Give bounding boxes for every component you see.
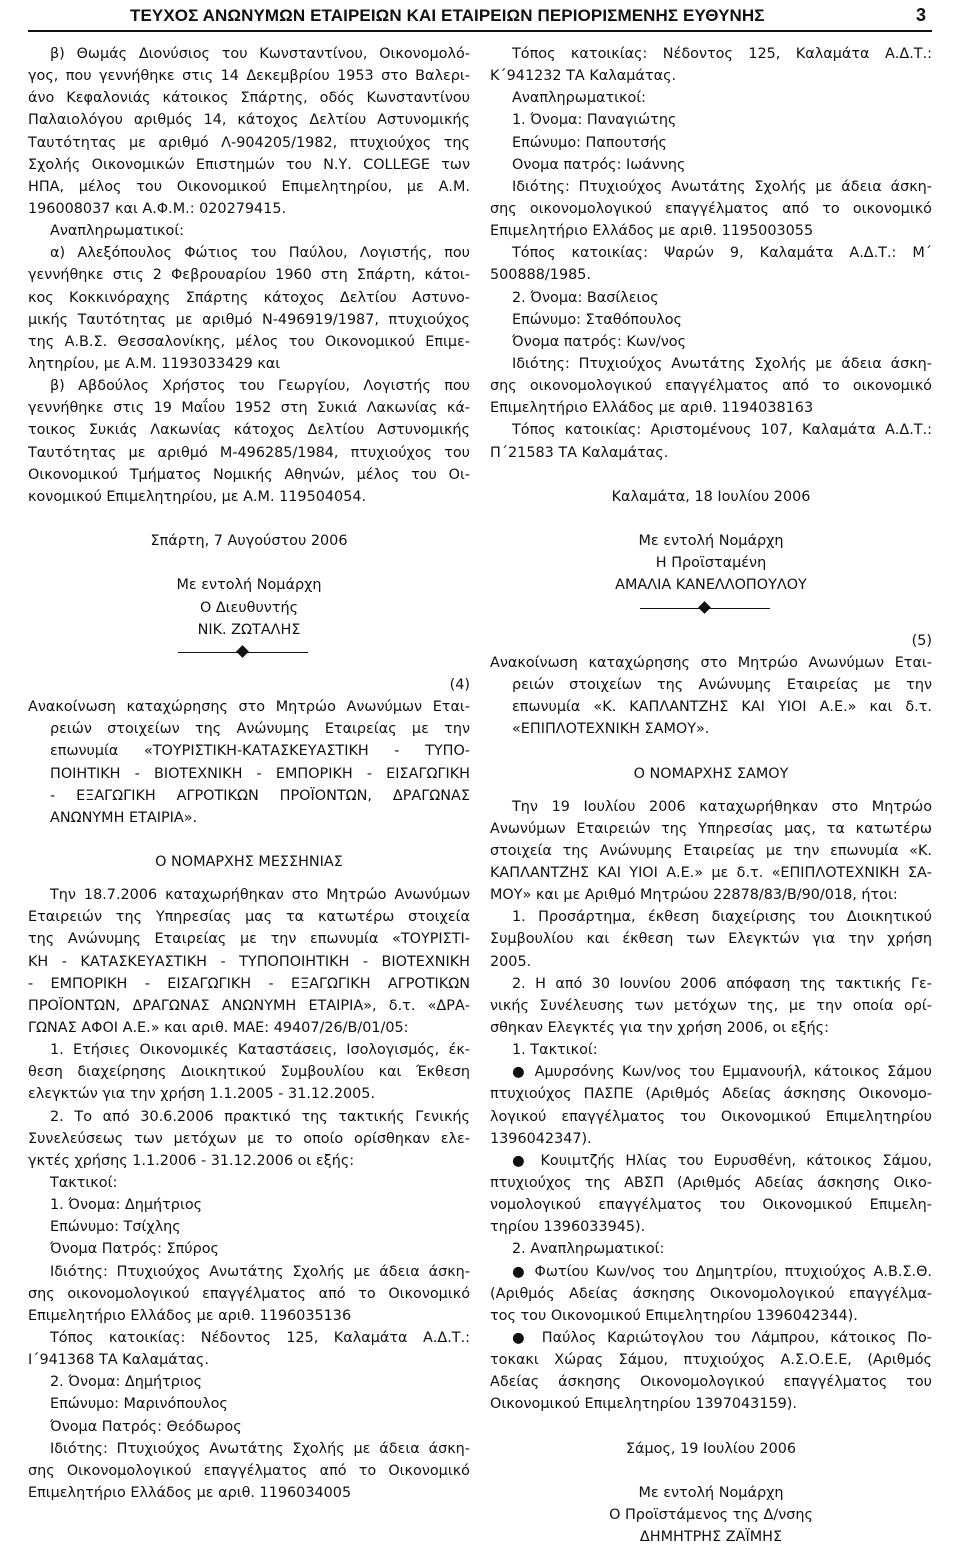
text-line: ● Παύλος Καριώτογλου του Λάμπρου, κάτοικος Πο- xyxy=(512,1330,932,1347)
text-line: (4) xyxy=(449,676,470,693)
right-column xyxy=(490,43,932,1548)
section-separator xyxy=(490,597,932,619)
text-line: Συμβουλίου και έκθεση των Ελεγκτών για την χρήση xyxy=(490,931,932,948)
text-line: Με εντολή Νομάρχη xyxy=(638,1485,784,1501)
text-line: Οικονομικού Τμήματος Νομικής Αθηνών, μέλος του Οι- xyxy=(28,466,470,483)
text-line: Ιδιότης: Πτυχιούχος Ανωτάτης Σχολής με άδεια άσκη- xyxy=(50,1440,470,1457)
text-line: Κ΄941232 ΤΑ Καλαμάτας. xyxy=(490,68,677,85)
spacer xyxy=(28,552,470,574)
text-line: της Α.Β.Σ. Θεσσαλονίκης, μέλος του Οικονομικού Επιμε- xyxy=(28,333,470,350)
text-line: Επώνυμο: Σταθόπουλος xyxy=(512,311,682,328)
text-line: Αδείας άσκησης Οικονομολογικού επαγγέλματος του xyxy=(490,1374,932,1391)
text-line: β) Θωμάς Διονύσιος του Κωνσταντίνου, Οικονομολό- xyxy=(50,46,470,62)
left-column xyxy=(28,43,470,1504)
text-line: ΚΑΠΛΑΝΤΖΗΣ ΚΑΙ ΥΙΟΙ Α.Ε.» με δ.τ. «ΕΠΙΠΛΟΤΕΧΝΙΚΗ ΣΑ- xyxy=(490,865,932,882)
text-line: λογικού επαγγέλματος του Οικονομικού Επιμελητηρίου xyxy=(490,1108,932,1125)
spacer xyxy=(490,785,932,796)
text-line: νικής Συνέλευσης των μετόχων της, με την οποία ορί- xyxy=(490,997,932,1014)
text-line: ● Αμυρσόνης Κων/νος του Εμμανουήλ, κάτοικος Σάμου xyxy=(512,1064,932,1081)
text-line: (5) xyxy=(911,632,932,649)
spacer xyxy=(28,873,470,884)
text-line: 2005. xyxy=(490,953,532,970)
text-line: 2. Αναπληρωματικοί: xyxy=(512,1241,665,1258)
text-line: Οικονομικού Επιμελητηρίου 1397043159). xyxy=(490,1396,797,1413)
text-line: Παλαιολόγου αριθμός 14, κάτοχος Δελτίου Αστυνομικής xyxy=(28,112,470,129)
text-line: ελεγκτών για την χρήση 1.1.2005 - 31.12.2005. xyxy=(28,1086,376,1103)
text-line: ΗΠΑ, μέλος του Οικονομικού Επιμελητηρίου, με Α.Μ. xyxy=(28,178,470,195)
text-line: ρειών στοιχείων της Ανώνυμης Εταιρείας με την xyxy=(50,721,470,738)
spacer xyxy=(28,508,470,530)
spacer xyxy=(28,663,470,674)
text-line: ΓΩΝΑΣ ΑΦΟΙ Α.Ε.» και αριθ. ΜΑΕ: 49407/26/Β/01/05: xyxy=(28,1020,409,1037)
text-line: νομολογικού επαγγέλματος του Οικονομικού Επιμελη- xyxy=(490,1197,932,1214)
text-line: ΝΙΚ. ΖΩΤΑΛΗΣ xyxy=(197,621,301,638)
text-line: Τακτικοί: xyxy=(50,1175,118,1192)
text-line: λητηρίου, με Α.Μ. 1193033429 και xyxy=(28,355,281,372)
text-line: 2. Όνομα: Βασίλειος xyxy=(512,289,659,306)
text-line: Ταυτότητας με αριθμό Μ-496285/1984, πτυχιούχος του xyxy=(28,444,470,461)
text-line: σης Οικονομολογικού επαγγέλματος από το Οικονομικό xyxy=(28,1462,470,1479)
text-line: Επώνυμο: Παπουτσής xyxy=(512,134,668,151)
text-line: Ανακοίνωση καταχώρησης στο Μητρώο Ανωνύμων Εται- xyxy=(490,654,932,671)
spacer xyxy=(490,740,932,762)
text-line: κονομικού Επιμελητηρίου, με Α.Μ. 119504054. xyxy=(28,488,367,505)
text-line: θεση διαχείρησης Διοικητικού Συμβουλίου και Έκθεση xyxy=(28,1064,470,1081)
text-line: ΑΝΩΝΥΜΗ ΕΤΑΙΡΙΑ». xyxy=(50,809,198,826)
text-line: Με εντολή Νομάρχη xyxy=(176,577,322,594)
page-header xyxy=(28,0,932,30)
text-line: 196008037 και Α.Φ.Μ.: 020279415. xyxy=(28,200,287,217)
header-rule xyxy=(28,30,932,32)
text-line: επωνυμία «ΤΟΥΡΙΣΤΙΚΗ-ΚΑΤΑΣΚΕΥΑΣΤΙΚΗ - ΤΥΠΟ- xyxy=(50,743,470,760)
text-line: Την 19 Ιουλίου 2006 καταχωρήθηκαν στο Μητρώο xyxy=(512,798,932,815)
text-line: ΠΡΟΪΟΝΤΩΝ, ΔΡΑΓΩΝΑΣ ΑΝΩΝΥΜΗ ΕΤΑΙΡΙΑ», δ.τ. «ΔΡΑ- xyxy=(28,997,470,1014)
section-separator xyxy=(28,641,470,663)
text-line: σης οικονομολογικού επαγγέλματος από το οικονομικό xyxy=(490,200,932,217)
text-line: γεννήθηκε στις 19 Μαΐου 1952 στη Συκιά Λακωνίας κά- xyxy=(28,400,470,417)
text-line: γος, που γεννήθηκε στις 14 Δεκεμβρίου 1953 στο Βαλερι- xyxy=(28,68,470,85)
text-line: ΚΗ - ΚΑΤΑΣΚΕΥΑΣΤΙΚΗ - ΤΥΠΟΠΟΙΗΤΙΚΗ - ΒΙΟΤΕΧΝΙΚΗ xyxy=(28,953,470,970)
text-line: Σπάρτη, 7 Αυγούστου 2006 xyxy=(150,533,348,550)
text-line: 2. Το από 30.6.2006 πρακτικό της τακτικής Γενικής xyxy=(50,1108,470,1125)
text-line: Επιμελητήριο Ελλάδος με αριθ. 1196034005 xyxy=(28,1485,352,1501)
text-line: άνο Κεφαλονιάς κάτοικος Σπάρτης, οδός Κωνσταντίνου xyxy=(28,90,470,107)
text-line: Ιδιότης: Πτυχιούχος Ανωτάτης Σχολής με άδεια άσκη- xyxy=(50,1263,470,1280)
text-line: 1. Ετήσιες Οικονομικές Καταστάσεις, Ισολογισμός, έκ- xyxy=(50,1042,470,1059)
text-line: ● Κουιμτζής Ηλίας του Ευρυσθένη, κάτοικος Σάμου, xyxy=(512,1152,932,1169)
text-line: ρειών στοιχείων της Ανώνυμης Εταιρείας με την xyxy=(512,676,932,693)
text-line: Εταιρειών της Υπηρεσίας μας τα κατωτέρω στοιχεία xyxy=(28,909,470,926)
text-line: (Αριθμός Αδείας άσκησης Οικονομολογικού επαγγέλμα- xyxy=(490,1285,932,1302)
text-line: Όνομα Πατρός: Θεόδωρος xyxy=(50,1418,242,1435)
text-line: α) Αλεξόπουλος Φώτιος του Παύλου, Λογιστής, που xyxy=(50,245,470,262)
text-line: Αναπληρωματικοί: xyxy=(512,90,647,107)
text-line: της Ανώνυμης Εταιρείας με την επωνυμία «ΤΟΥΡΙΣΤΙ- xyxy=(28,931,470,948)
text-line: Ιδιότης: Πτυχιούχος Ανωτάτης Σχολής με άδεια άσκη- xyxy=(512,178,932,195)
text-line: Σάμος, 19 Ιουλίου 2006 xyxy=(625,1440,797,1457)
spacer xyxy=(490,464,932,486)
text-line: ΠΟΙΗΤΙΚΗ - ΒΙΟΤΕΧΝΙΚΗ - ΕΜΠΟΡΙΚΗ - ΕΙΣΑΓΩΓΙΚΗ xyxy=(50,765,470,782)
text-line: τοικος Συκιάς Λακωνίας κάτοχος Δελτίου Αστυνομικής xyxy=(28,422,470,439)
text-line: Τόπος κατοικίας: Ψαρών 9, Καλαμάτα Α.Δ.Τ.: Μ΄ xyxy=(512,245,932,262)
text-line: Η Προϊσταμένη xyxy=(655,555,767,572)
text-line: Αναπληρωματικοί: xyxy=(50,223,185,240)
text-line: Όνομα πατρός: Κων/νος xyxy=(512,333,687,350)
text-line: Ιδιότης: Πτυχιούχος Ανωτάτης Σχολής με άδεια άσκη- xyxy=(512,355,932,372)
text-line: Ο Διευθυντής xyxy=(199,599,299,616)
text-line: σης οικονομολογικού επαγγέλματος από το Οικονομικό xyxy=(28,1285,470,1302)
text-line: β) Αβδούλος Χρήστος του Γεωργίου, Λογιστής που xyxy=(50,378,470,395)
text-line: «ΕΠΙΠΛΟΤΕΧΝΙΚΗ ΣΑΜΟΥ». xyxy=(512,721,710,738)
text-line: 2. Όνομα: Δημήτριος xyxy=(50,1374,203,1391)
text-line: σθηκαν Ελεγκτές για την χρήση 2006, οι εξής: xyxy=(490,1020,829,1037)
text-line: Ταυτότητας με αριθμό Λ-904205/1982, πτυχιούχος της xyxy=(28,134,470,151)
text-line: τος του Οικονομικού Επιμελητηρίου 1396042344). xyxy=(490,1307,858,1324)
spacer xyxy=(490,1416,932,1438)
text-line: γκτές χρήσης 1.1.2006 - 31.12.2006 οι εξής: xyxy=(28,1152,355,1169)
text-line: ΔΗΜΗΤΡΗΣ ΖΑΪΜΗΣ xyxy=(639,1529,783,1546)
text-line: Συνελεύσεως των μετόχων με το οποίο ορίσθηκαν ελε- xyxy=(28,1130,470,1147)
text-line: επωνυμία «Κ. ΚΑΠΛΑΝΤΖΗΣ ΚΑΙ ΥΙΟΙ Α.Ε.» και δ.τ. xyxy=(512,699,932,716)
text-line: 500888/1985. xyxy=(490,267,591,284)
text-line: Όνομα Πατρός: Σπύρος xyxy=(50,1241,219,1258)
text-line: 1. Προσάρτημα, έκθεση διαχείρισης του Διοικητικού xyxy=(512,909,932,926)
text-line: Επιμελητήριο Ελλάδος με αριθ. 1196035136 xyxy=(28,1307,352,1324)
spacer xyxy=(28,829,470,851)
text-line: Ο Προϊστάμενος της Δ/νσης xyxy=(609,1507,813,1524)
text-line: 2. Η από 30 Ιουνίου 2006 απόφαση της τακτικής Γε- xyxy=(512,975,932,992)
text-line: κος Κοκκινόραχης Σπάρτης κάτοχος Δελτίου Αστυνο- xyxy=(28,289,470,306)
text-line: 1. Όνομα: Παναγιώτης xyxy=(512,112,677,129)
text-line: Ανακοίνωση καταχώρησης στο Μητρώο Ανωνύμων Εται- xyxy=(28,699,470,716)
text-line: Επώνυμο: Τσίχλης xyxy=(50,1219,181,1236)
text-line: στοιχεία της Ανώνυμης Εταιρείας με την επωνυμία «Κ. xyxy=(490,842,932,859)
spacer xyxy=(490,508,932,530)
text-line: Επιμελητήριο Ελλάδος με αριθ. 1195003055 xyxy=(490,223,814,240)
text-line: Ο ΝΟΜΑΡΧΗΣ ΜΕΣΣΗΝΙΑΣ xyxy=(155,854,343,871)
text-line: Με εντολή Νομάρχη xyxy=(638,533,784,550)
text-line: - ΕΞΑΓΩΓΙΚΗ ΑΓΡΟΤΙΚΩΝ ΠΡΟΪΟΝΤΩΝ, ΔΡΑΓΩΝΑΣ xyxy=(50,787,470,804)
text-line: ● Φωτίου Κων/νος του Δημητρίου, πτυχιούχος Α.Β.Σ.Θ. xyxy=(512,1263,932,1280)
header-title: ΤΕΥΧΟΣ ΑΝΩΝΥΜΩΝ ΕΤΑΙΡΕΙΩΝ ΚΑΙ ΕΤΑΙΡΕΙΩΝ ΠΕΡΙΟΡΙΣΜΕΝΗΣ ΕΥΘΥΝΗΣ xyxy=(130,6,765,25)
text-line: Καλαμάτα, 18 Ιουλίου 2006 xyxy=(611,488,811,505)
text-line: 1. Όνομα: Δημήτριος xyxy=(50,1197,203,1214)
text-line: 1. Τακτικοί: xyxy=(512,1042,598,1059)
text-line: ΑΜΑΛΙΑ ΚΑΝΕΛΛΟΠΟΥΛΟΥ xyxy=(615,577,807,594)
text-line: - ΕΜΠΟΡΙΚΗ - ΕΙΣΑΓΩΓΙΚΗ - ΕΞΑΓΩΓΙΚΗ ΑΓΡΟΤΙΚΩΝ xyxy=(28,975,470,992)
text-line: Τόπος κατοικίας: Νέδοντος 125, Καλαμάτα Α.Δ.Τ.: xyxy=(512,46,932,62)
diamond-ornament-icon xyxy=(698,601,711,614)
text-line: μικής Ταυτότητας με αριθμό Ν-496919/1987, πτυχιούχος xyxy=(28,311,470,328)
text-line: Ανωνύμων Εταιρειών της Υπηρεσίας μας, τα κατωτέρω xyxy=(490,820,932,837)
text-line: τηρίου 1396033945). xyxy=(490,1219,646,1236)
text-line: πτυχιούχος της ΑΒΣΠ (Αριθμός Αδείας άσκησης Οικο- xyxy=(490,1175,932,1192)
text-line: Ονομα πατρός: Ιωάννης xyxy=(512,156,686,173)
spacer xyxy=(490,1460,932,1482)
text-line: Επώνυμο: Μαρινόπουλος xyxy=(50,1396,228,1413)
text-line: τοκακι Χώρας Σάμου, πτυχιούχος Α.Σ.Ο.Ε.Ε, (Αριθμός xyxy=(490,1352,932,1369)
spacer xyxy=(490,619,932,630)
text-line: Σχολής Οικονομικών Επιστημών του Ν.Υ. COLLEGE των xyxy=(28,156,470,173)
text-line: Ο ΝΟΜΑΡΧΗΣ ΣΑΜΟΥ xyxy=(633,765,789,782)
text-line: Τόπος κατοικίας: Αριστομένους 107, Καλαμάτα Α.Δ.Τ.: xyxy=(512,422,932,439)
text-line: ΜΟΥ» και με Αριθμό Μητρώου 22878/83/Β/90/018, ήτοι: xyxy=(490,887,898,904)
text-line: 1396042347). xyxy=(490,1130,592,1147)
text-line: Π΄21583 ΤΑ Καλαμάτας. xyxy=(490,444,669,461)
text-line: πτυχιούχος ΠΑΣΠΕ (Αριθμός Αδείας άσκησης Οικονομο- xyxy=(490,1086,932,1103)
text-line: Επιμελητήριο Ελλάδος με αριθ. 1194038163 xyxy=(490,400,814,417)
diamond-ornament-icon xyxy=(236,645,249,658)
text-line: σης οικονομολογικού επαγγέλματος από το οικονομικό xyxy=(490,378,932,395)
text-line: γεννήθηκε στις 2 Φεβρουαρίου 1960 στη Σπάρτη, κάτοι- xyxy=(28,267,470,284)
text-line: Ι΄941368 ΤΑ Καλαμάτας. xyxy=(28,1352,209,1369)
page-number: 3 xyxy=(915,5,926,25)
text-line: Την 18.7.2006 καταχωρήθηκαν στο Μητρώο Ανωνύμων xyxy=(50,887,470,904)
text-line: Τόπος κατοικίας: Νέδοντος 125, Καλαμάτα Α.Δ.Τ.: xyxy=(50,1330,470,1347)
